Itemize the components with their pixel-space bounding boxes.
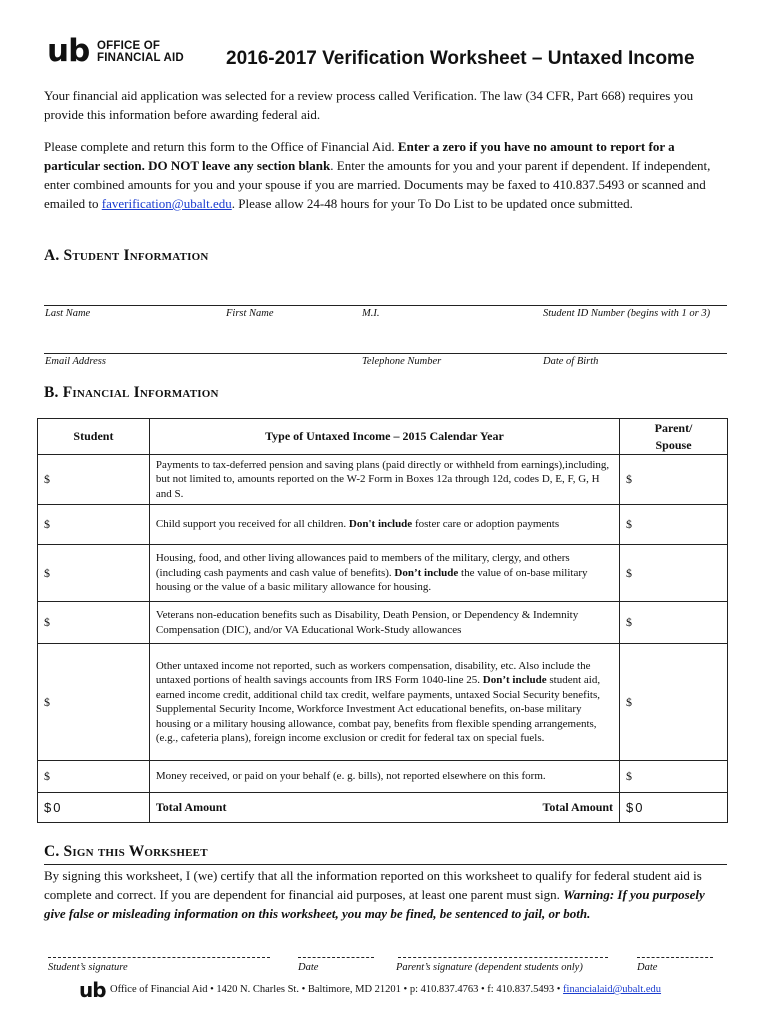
table-row [38,505,728,545]
student-date-label: Date [298,962,319,973]
intro-paragraph-1: Your financial aid application was selected for a review process called Verification. The law (34 CFR, Part 668) requires you provide this information before awarding federal aid. [44,88,694,122]
intro-text-b: . Enter the amounts for you and your parent if dependent. If independent, enter combined amounts for you and your spouse if you are married. Documents may be faxed to 410.837.5493 or scanned and emailed to [44,158,711,211]
income-description: Veterans non-education benefits such as Disability, Death Pension, or Dependency & Indemnity Compensation (DIC), and/or VA Educational Work-Study allowances [149,602,619,644]
student-total-cell[interactable]: $ 0 [38,793,150,823]
parent-signature-label: Parent’s signature (dependent students only) [396,962,583,973]
income-description: Payments to tax-deferred pension and saving plans (paid directly or withheld from earnings),including, but not limited to, amounts reported on the W-2 Form in Boxes 12a through 12d, codes D, E, F, G, H and S. [149,455,619,505]
parent-total-cell[interactable]: $ 0 [620,793,728,823]
table-header-row [38,419,728,455]
parent-amount-cell[interactable]: $ [620,455,728,505]
middle-initial-label: M.I. [362,308,380,319]
parent-date-label: Date [637,962,658,973]
logo-line-2: FINANCIAL AID [97,52,184,64]
parent-total-value: 0 [635,800,643,815]
parent-amount-cell[interactable]: $ [620,545,728,602]
intro-text-a: Please complete and return this form to the Office of Financial Aid. [44,139,398,154]
income-description: Child support you received for all children. Don't include foster care or adoption payments [149,505,619,545]
page-title: 2016-2017 Verification Worksheet – Untaxed Income [226,48,695,69]
income-description: Money received, or paid on your behalf (e. g. bills), not reported elsewhere on this form. [149,761,619,793]
parent-signature-line[interactable] [398,957,608,958]
student-info-line-1[interactable] [44,305,727,306]
parent-amount-cell[interactable]: $ [620,602,728,644]
table-row [38,455,728,505]
student-amount-cell[interactable]: $ [38,545,150,602]
student-column-header: Student [38,419,150,455]
income-description: Housing, food, and other living allowances paid to members of the military, clergy, and others (including cash payments and cash value of benefits). Don’t include the value of on-base military housing or the value of a basic military allowance for housing. [149,545,619,602]
table-row [38,545,728,602]
footer-contact: Office of Financial Aid • 1420 N. Charles St. • Baltimore, MD 21201 • p: 410.837.4763 • f: 410.837.5493 • financialaid@ubalt.edu [110,984,662,995]
parent-amount-cell[interactable]: $ [620,761,728,793]
student-amount-cell[interactable]: $ [38,602,150,644]
total-label-cell [149,793,619,823]
date-of-birth-label: Date of Birth [543,356,599,367]
student-signature-label: Student’s signature [48,962,128,973]
section-c-heading: C. Sign this Worksheet [44,843,208,860]
student-amount-cell[interactable]: $ [38,455,150,505]
intro-bold-instruction: Enter a zero if you have no amount to report for a particular section. DO NOT leave any section blank [44,139,675,173]
ub-logo-mark: ub [47,33,90,69]
verification-email-link[interactable]: faverification@ubalt.edu [101,196,232,211]
intro-paragraph-2 [44,137,729,213]
logo-line-1: OFFICE OF [97,40,161,52]
parent-amount-cell[interactable]: $ [620,505,728,545]
email-address-label: Email Address [45,356,106,367]
parent-spouse-column-header: Parent/ Spouse [620,419,728,455]
financial-aid-email-link[interactable]: financialaid@ubalt.edu [563,984,662,995]
income-type-column-header: Type of Untaxed Income – 2015 Calendar Year [149,419,619,455]
intro-text-c: . Please allow 24-48 hours for your To Do List to be updated once submitted. [231,196,633,211]
total-amount-label-right: Total Amount [542,800,614,814]
student-amount-cell[interactable]: $ [38,505,150,545]
section-b-heading: B. Financial Information [44,384,219,401]
section-a-heading: A. Student Information [44,247,209,264]
section-c-rule [44,864,727,865]
untaxed-income-table [37,418,728,823]
student-id-label: Student ID Number (begins with 1 or 3) [543,308,711,319]
footer-ub-logo: ub [79,978,106,1002]
total-row [38,793,728,823]
first-name-label: First Name [226,308,274,319]
table-row [38,761,728,793]
total-amount-label-left: Total Amount [155,800,227,814]
student-amount-cell[interactable]: $ [38,761,150,793]
student-amount-cell[interactable]: $ [38,644,150,761]
certification-text: By signing this worksheet, I (we) certify that all the information reported on this worksheet to qualify for federal student aid is complete and correct. If you are dependent for financial aid purposes, at least one parent must sign. Warning: If you purposely give false or misleading information on this worksheet, you may be fined, be sentenced to jail, or both. [44,868,705,921]
telephone-label: Telephone Number [362,356,442,367]
student-signature-line[interactable] [48,957,270,958]
warning-text: Warning: If you purposely give false or misleading information on this worksheet, you may be fined, be sentenced to jail, or both. [44,887,705,921]
student-date-line[interactable] [298,957,374,958]
student-info-line-2[interactable] [44,353,727,354]
parent-date-line[interactable] [637,957,713,958]
logo-text [97,40,184,64]
table-row [38,644,728,761]
student-total-value: 0 [53,800,61,815]
table-row [38,602,728,644]
parent-amount-cell[interactable]: $ [620,644,728,761]
last-name-label: Last Name [45,308,91,319]
income-description: Other untaxed income not reported, such as workers compensation, disability, etc. Also include the untaxed portions of health savings accounts from IRS Form 1040-line 25. Don’t include student aid, earned income credit, additional child tax credit, welfare payments, untaxed Social Security benefits, Supplemental Security Income, Workforce Investment Act educational benefits, on-base military housing or a military housing allowance, combat pay, benefits from flexible spending arrangements, (e.g., cafeteria plans), foreign income exclusion or credit for federal tax on special fuels. [149,644,619,761]
